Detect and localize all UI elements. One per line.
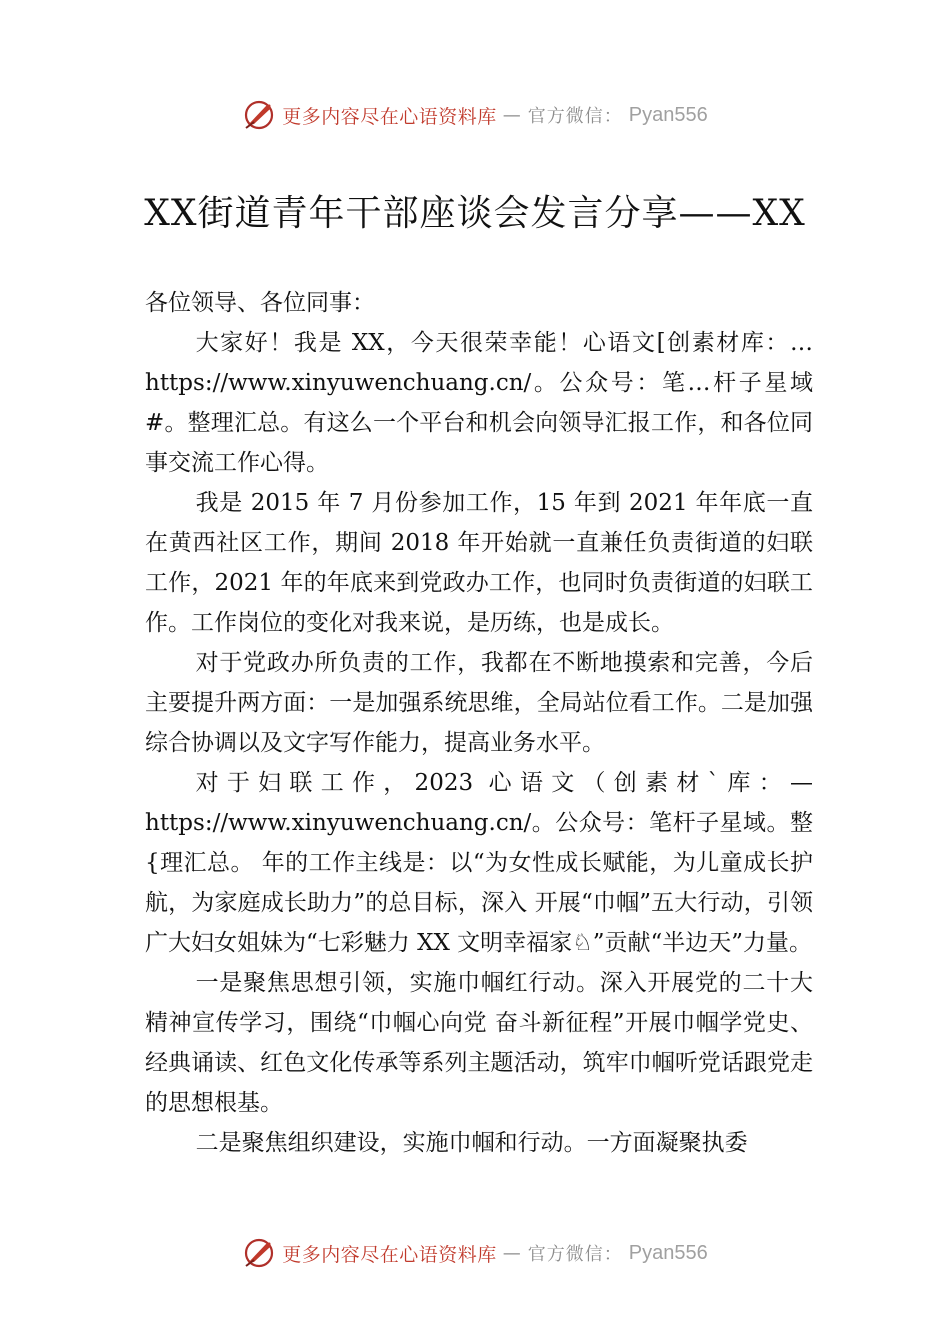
watermark-brand: 更多内容尽在心语资料库 <box>282 105 497 128</box>
salutation: 各位领导、各位同事： <box>145 290 375 316</box>
feather-pen-logo-icon <box>242 98 276 132</box>
watermark-brand: 更多内容尽在心语资料库 <box>282 1243 497 1266</box>
feather-pen-logo-icon <box>242 1236 276 1270</box>
paragraph-3: 对于党政办所负责的工作，我都在不断地摸索和完善，今后主要提升两方面：一是加强系统思维，全局站位看工作。二是加强综合协调以及文字写作能力，提高业务水平。 <box>145 650 813 756</box>
document-body <box>145 283 813 1163</box>
watermark-handle: Pyan556 <box>628 103 708 126</box>
paragraph-4: 对于妇联工作，2023 心语文（创素材`库：—https://www.xinyuwenchuang.cn/。公众号：笔杆子星域。整{理汇总。 年的工作主线是：以“为女性成长赋能，为儿童成长护航，为家庭成长助力”的总目标，深入 开展“巾帼”五大行动，引领广大妇女姐妹为“七彩魅力 XX 文明幸福家♘”贡献“半边天”力量。 <box>145 770 813 956</box>
document-title: XX街道青年干部座谈会发言分享——XX <box>144 193 806 234</box>
paragraph-6: 二是聚焦组织建设，实施巾帼和行动。一方面凝聚执委 <box>195 1130 748 1156</box>
paragraph-2: 我是 2015 年 7 月份参加工作，15 年到 2021 年年底一直在黄西社区工作，期间 2018 年开始就一直兼任负责街道的妇联工作，2021 年的年底来到党政办工作，也同时负责街道的妇联工作。工作岗位的变化对我来说，是历练，也是成长。 <box>145 490 813 636</box>
paragraph-5: 一是聚焦思想引领，实施巾帼红行动。深入开展党的二十大精神宣传学习，围绕“巾帼心向党 奋斗新征程”开展巾帼学党史、经典诵读、红色文化传承等系列主题活动，筑牢巾帼听党话跟党走的思想根基。 <box>145 970 813 1116</box>
watermark-separator: — <box>502 104 522 126</box>
paragraph-1: 大家好！我是 XX，今天很荣幸能！心语文[创素材库：…https://www.xinyuwenchuang.cn/。公众号：笔…杆子星域#。整理汇总。有这么一个平台和机会向领导汇报工作，和各位同事交流工作心得。 <box>145 330 813 476</box>
watermark-banner-top <box>0 95 950 135</box>
watermark-handle: Pyan556 <box>628 1241 708 1264</box>
watermark-label: 官方微信： <box>527 106 623 127</box>
watermark-separator: — <box>502 1242 522 1264</box>
watermark-banner-bottom <box>0 1233 950 1273</box>
watermark-label: 官方微信： <box>527 1244 623 1265</box>
